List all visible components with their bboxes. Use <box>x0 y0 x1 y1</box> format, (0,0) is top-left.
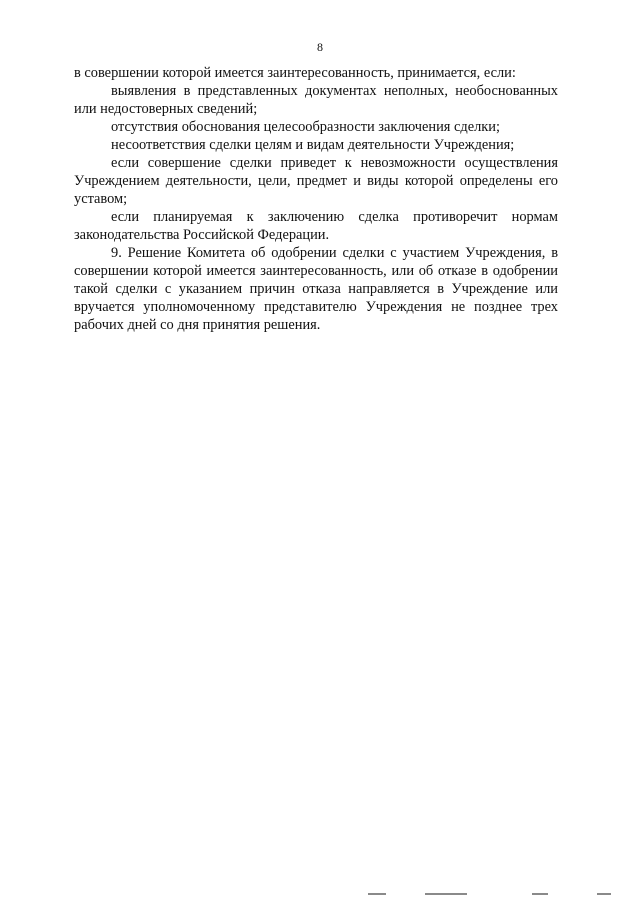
document-body <box>74 64 558 334</box>
paragraph-continuation: в совершении которой имеется заинтересованность, принимается, если: <box>74 65 516 81</box>
paragraph-item-9: 9. Решение Комитета об одобрении сделки с участием Учреждения, в совершении которой имеется заинтересованность, или об отказе в одобрении такой сделки с указанием причин отказа направляется в Учреждение или вручается уполномоченному представителю Учреждения не позднее трех рабочих дней со дня принятия решения. <box>74 245 558 333</box>
list-item-incomplete-info: выявления в представленных документах неполных, необоснованных или недостоверных сведений; <box>74 83 558 117</box>
scan-artifact-mark <box>425 893 467 895</box>
page-number: 8 <box>317 40 323 54</box>
list-item-no-justification: отсутствия обоснования целесообразности заключения сделки; <box>111 119 500 135</box>
scan-artifact-mark <box>532 893 548 895</box>
list-item-nonconformity: несоответствия сделки целям и видам деятельности Учреждения; <box>111 137 515 153</box>
scan-artifact-mark <box>597 893 611 895</box>
list-item-contradicts-law: если планируемая к заключению сделка противоречит нормам законодательства Российской Федерации. <box>74 209 558 243</box>
list-item-impossibility: если совершение сделки приведет к невозможности осуществления Учреждением деятельности, цели, предмет и виды которой определены его уставом; <box>74 155 558 207</box>
scan-artifact-mark <box>368 893 386 895</box>
